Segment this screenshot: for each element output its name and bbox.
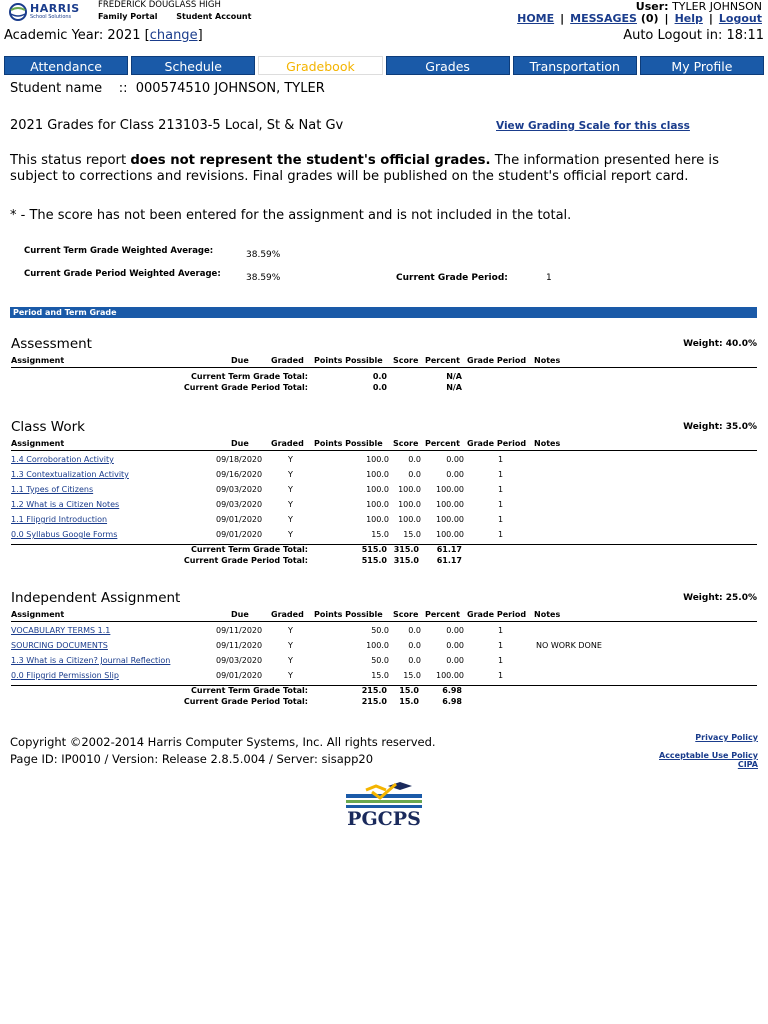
column-header-graded: Graded bbox=[271, 610, 304, 619]
total-percent: 6.98 bbox=[442, 686, 462, 695]
student-name-row bbox=[10, 81, 325, 96]
assignment-link[interactable]: 1.2 What is a Citizen Notes bbox=[11, 500, 120, 509]
column-header-notes: Notes bbox=[534, 356, 561, 365]
points-possible: 100.0 bbox=[366, 515, 389, 524]
assignment-link[interactable]: 1.4 Corroboration Activity bbox=[11, 455, 114, 464]
column-header-period: Grade Period bbox=[467, 439, 527, 448]
period-average-label: Current Grade Period Weighted Average: bbox=[24, 269, 221, 279]
status-notice bbox=[10, 153, 758, 185]
section-title: Independent Assignment bbox=[11, 590, 181, 606]
notice-bold: does not represent the student's official grades. bbox=[130, 153, 491, 168]
notice-post: The information presented here is subject to corrections and revisions. Final grades will be published on the student's official report card. bbox=[10, 153, 719, 184]
column-header-due: Due bbox=[231, 439, 249, 448]
period-average-value: 38.59% bbox=[246, 273, 281, 283]
due-date: 09/11/2020 bbox=[216, 626, 263, 635]
total-points: 515.0 bbox=[361, 556, 387, 565]
grade-period: 1 bbox=[498, 626, 504, 635]
column-header-points: Points Possible bbox=[314, 356, 383, 365]
tab-grades[interactable]: Grades bbox=[386, 56, 510, 75]
score: 15.0 bbox=[403, 671, 421, 680]
total-points: 215.0 bbox=[361, 697, 387, 706]
graded-flag: Y bbox=[288, 455, 293, 464]
student-name-separator: :: bbox=[118, 81, 128, 96]
separator: | bbox=[560, 12, 565, 25]
percent: 100.00 bbox=[436, 671, 464, 680]
academic-year-value: 2021 bbox=[107, 28, 141, 43]
score: 0.0 bbox=[408, 455, 421, 464]
column-header-percent: Percent bbox=[425, 439, 460, 448]
column-header-score: Score bbox=[393, 356, 419, 365]
school-name: FREDERICK DOUGLASS HIGH bbox=[98, 0, 221, 10]
total-label: Current Term Grade Total: bbox=[191, 545, 308, 554]
percent: 0.00 bbox=[446, 626, 464, 635]
graded-flag: Y bbox=[288, 470, 293, 479]
period-term-bar: Period and Term Grade bbox=[10, 307, 757, 318]
asterisk-note: * - The score has not been entered for the assignment and is not included in the total. bbox=[10, 208, 572, 223]
due-date: 09/11/2020 bbox=[216, 641, 263, 650]
column-header-points: Points Possible bbox=[314, 439, 383, 448]
auto-logout-time: 18:11 bbox=[726, 28, 764, 43]
points-possible: 15.0 bbox=[371, 671, 389, 680]
column-header-graded: Graded bbox=[271, 356, 304, 365]
due-date: 09/03/2020 bbox=[216, 656, 263, 665]
graded-flag: Y bbox=[288, 500, 293, 509]
score: 0.0 bbox=[408, 470, 421, 479]
messages-count: (0) bbox=[640, 12, 659, 25]
assignment-link[interactable]: 0.0 Flipgrid Permission Slip bbox=[11, 671, 119, 680]
graded-flag: Y bbox=[288, 485, 293, 494]
main-nav bbox=[4, 56, 764, 75]
assignment-link[interactable]: 1.3 What is a Citizen? Journal Reflection bbox=[11, 656, 171, 665]
percent: 100.00 bbox=[436, 530, 464, 539]
total-score: 315.0 bbox=[393, 545, 419, 554]
family-portal-label: Family Portal bbox=[98, 12, 158, 21]
tab-attendance[interactable]: Attendance bbox=[4, 56, 128, 75]
grade-period: 1 bbox=[498, 656, 504, 665]
percent: 0.00 bbox=[446, 656, 464, 665]
due-date: 09/18/2020 bbox=[216, 455, 263, 464]
grade-period: 1 bbox=[498, 455, 504, 464]
total-label: Current Grade Period Total: bbox=[183, 383, 308, 392]
grade-period: 1 bbox=[498, 671, 504, 680]
section-weight: Weight: 25.0% bbox=[683, 593, 757, 603]
total-label: Current Grade Period Total: bbox=[183, 697, 308, 706]
points-possible: 15.0 bbox=[371, 530, 389, 539]
pgcps-emblem-icon bbox=[336, 780, 432, 810]
notes: NO WORK DONE bbox=[536, 641, 602, 650]
due-date: 09/01/2020 bbox=[216, 671, 263, 680]
total-points: 215.0 bbox=[361, 686, 387, 695]
page-id: Page ID: IP0010 / Version: Release 2.8.5.004 / Server: sisapp20 bbox=[10, 752, 374, 766]
copyright: Copyright ©2002-2014 Harris Computer Systems, Inc. All rights reserved. bbox=[10, 735, 436, 749]
student-account-label: Student Account bbox=[176, 12, 252, 21]
points-possible: 100.0 bbox=[366, 485, 389, 494]
tab-schedule[interactable]: Schedule bbox=[131, 56, 255, 75]
acceptable-use-link[interactable]: Acceptable Use Policy bbox=[659, 751, 758, 760]
header-rule bbox=[11, 367, 757, 368]
portal-labels bbox=[98, 12, 267, 21]
section-title: Assessment bbox=[11, 336, 92, 352]
pgcps-logo bbox=[336, 780, 432, 832]
column-header-percent: Percent bbox=[425, 356, 460, 365]
top-links bbox=[517, 12, 762, 25]
due-date: 09/01/2020 bbox=[216, 530, 263, 539]
due-date: 09/03/2020 bbox=[216, 500, 263, 509]
graded-flag: Y bbox=[288, 671, 293, 680]
assignment-link[interactable]: 0.0 Syllabus Google Forms bbox=[11, 530, 118, 539]
points-possible: 100.0 bbox=[366, 470, 389, 479]
points-possible: 100.0 bbox=[366, 455, 389, 464]
due-date: 09/03/2020 bbox=[216, 485, 263, 494]
total-percent: 61.17 bbox=[436, 556, 462, 565]
home-link[interactable]: HOME bbox=[517, 12, 555, 25]
total-points: 0.0 bbox=[372, 383, 387, 392]
column-header-name: Assignment bbox=[11, 610, 65, 619]
due-date: 09/16/2020 bbox=[216, 470, 263, 479]
harris-logo bbox=[8, 2, 90, 22]
points-possible: 100.0 bbox=[366, 500, 389, 509]
total-score: 15.0 bbox=[399, 697, 419, 706]
points-possible: 100.0 bbox=[366, 641, 389, 650]
total-percent: 6.98 bbox=[442, 697, 462, 706]
score: 100.0 bbox=[398, 485, 421, 494]
score: 100.0 bbox=[398, 515, 421, 524]
grade-period: 1 bbox=[498, 500, 504, 509]
header-rule bbox=[11, 621, 757, 622]
percent: 100.00 bbox=[436, 515, 464, 524]
logout-link[interactable]: Logout bbox=[718, 12, 762, 25]
due-date: 09/01/2020 bbox=[216, 515, 263, 524]
points-possible: 50.0 bbox=[371, 656, 389, 665]
column-header-period: Grade Period bbox=[467, 610, 527, 619]
total-percent: 61.17 bbox=[436, 545, 462, 554]
separator: | bbox=[664, 12, 669, 25]
percent: 100.00 bbox=[436, 485, 464, 494]
notice-pre: This status report bbox=[10, 153, 131, 168]
total-points: 515.0 bbox=[361, 545, 387, 554]
total-label: Current Term Grade Total: bbox=[191, 686, 308, 695]
messages-link[interactable]: MESSAGES bbox=[570, 12, 637, 25]
assignment-link[interactable]: SOURCING DOCUMENTS bbox=[11, 641, 108, 650]
pgcps-logo-text: PGCPS bbox=[347, 808, 421, 830]
header-rule bbox=[11, 450, 757, 451]
column-header-percent: Percent bbox=[425, 610, 460, 619]
graded-flag: Y bbox=[288, 626, 293, 635]
section-title: Class Work bbox=[11, 419, 85, 435]
total-score: 15.0 bbox=[399, 686, 419, 695]
student-name-value: 000574510 JOHNSON, TYLER bbox=[135, 81, 325, 96]
score: 15.0 bbox=[403, 530, 421, 539]
current-period-label: Current Grade Period: bbox=[396, 273, 508, 283]
column-header-graded: Graded bbox=[271, 439, 304, 448]
tab-my-profile[interactable]: My Profile bbox=[640, 56, 764, 75]
student-name-label: Student name bbox=[10, 81, 103, 96]
grade-period: 1 bbox=[498, 515, 504, 524]
percent: 0.00 bbox=[446, 641, 464, 650]
score: 0.0 bbox=[408, 656, 421, 665]
score: 100.0 bbox=[398, 500, 421, 509]
total-points: 0.0 bbox=[372, 372, 387, 381]
total-percent: N/A bbox=[446, 383, 462, 392]
academic-year-label: Academic Year: bbox=[4, 28, 104, 43]
term-average-value: 38.59% bbox=[246, 250, 281, 260]
separator: | bbox=[708, 12, 713, 25]
harris-globe-icon bbox=[8, 2, 28, 22]
column-header-score: Score bbox=[393, 439, 419, 448]
tab-gradebook[interactable]: Gradebook bbox=[258, 56, 382, 75]
score: 0.0 bbox=[408, 641, 421, 650]
percent: 0.00 bbox=[446, 470, 464, 479]
brand-subtitle: School Solutions bbox=[30, 14, 72, 20]
change-year-link[interactable]: change bbox=[149, 28, 198, 43]
score: 0.0 bbox=[408, 626, 421, 635]
graded-flag: Y bbox=[288, 530, 293, 539]
cipa-link[interactable]: CIPA bbox=[737, 760, 758, 769]
auto-logout-label: Auto Logout in: bbox=[623, 28, 723, 43]
column-header-notes: Notes bbox=[534, 439, 561, 448]
academic-year: Academic Year: 2021 [change] bbox=[4, 28, 203, 43]
total-label: Current Grade Period Total: bbox=[183, 556, 308, 565]
tab-transportation[interactable]: Transportation bbox=[513, 56, 637, 75]
percent: 100.00 bbox=[436, 500, 464, 509]
grade-period: 1 bbox=[498, 641, 504, 650]
assignment-link[interactable]: 1.1 Types of Citizens bbox=[11, 485, 94, 494]
graded-flag: Y bbox=[288, 515, 293, 524]
column-header-score: Score bbox=[393, 610, 419, 619]
graded-flag: Y bbox=[288, 656, 293, 665]
graded-flag: Y bbox=[288, 641, 293, 650]
column-header-period: Grade Period bbox=[467, 356, 527, 365]
column-header-due: Due bbox=[231, 356, 249, 365]
total-label: Current Term Grade Total: bbox=[191, 372, 308, 381]
grade-period: 1 bbox=[498, 530, 504, 539]
column-header-points: Points Possible bbox=[314, 610, 383, 619]
column-header-due: Due bbox=[231, 610, 249, 619]
grade-period: 1 bbox=[498, 470, 504, 479]
class-title: 2021 Grades for Class 213103-5 Local, St & Nat Gv bbox=[10, 118, 344, 133]
current-period-value: 1 bbox=[546, 273, 552, 283]
user-name: TYLER JOHNSON bbox=[672, 0, 762, 13]
points-possible: 50.0 bbox=[371, 626, 389, 635]
brand-name: HARRIS bbox=[30, 2, 80, 15]
total-score: 315.0 bbox=[393, 556, 419, 565]
percent: 0.00 bbox=[446, 455, 464, 464]
help-link[interactable]: Help bbox=[674, 12, 703, 25]
column-header-name: Assignment bbox=[11, 356, 65, 365]
auto-logout bbox=[623, 28, 764, 43]
column-header-notes: Notes bbox=[534, 610, 561, 619]
privacy-policy-link[interactable]: Privacy Policy bbox=[695, 733, 758, 742]
section-weight: Weight: 35.0% bbox=[683, 422, 757, 432]
section-weight: Weight: 40.0% bbox=[683, 339, 757, 349]
total-percent: N/A bbox=[446, 372, 462, 381]
grading-scale-link[interactable]: View Grading Scale for this class bbox=[496, 120, 690, 132]
user-label: User: bbox=[635, 0, 669, 13]
assignment-link[interactable]: 1.3 Contextualization Activity bbox=[11, 470, 129, 479]
assignment-link[interactable]: VOCABULARY TERMS 1.1 bbox=[11, 626, 111, 635]
term-average-label: Current Term Grade Weighted Average: bbox=[24, 246, 214, 256]
grade-period: 1 bbox=[498, 485, 504, 494]
column-header-name: Assignment bbox=[11, 439, 65, 448]
assignment-link[interactable]: 1.1 Flipgrid Introduction bbox=[11, 515, 108, 524]
